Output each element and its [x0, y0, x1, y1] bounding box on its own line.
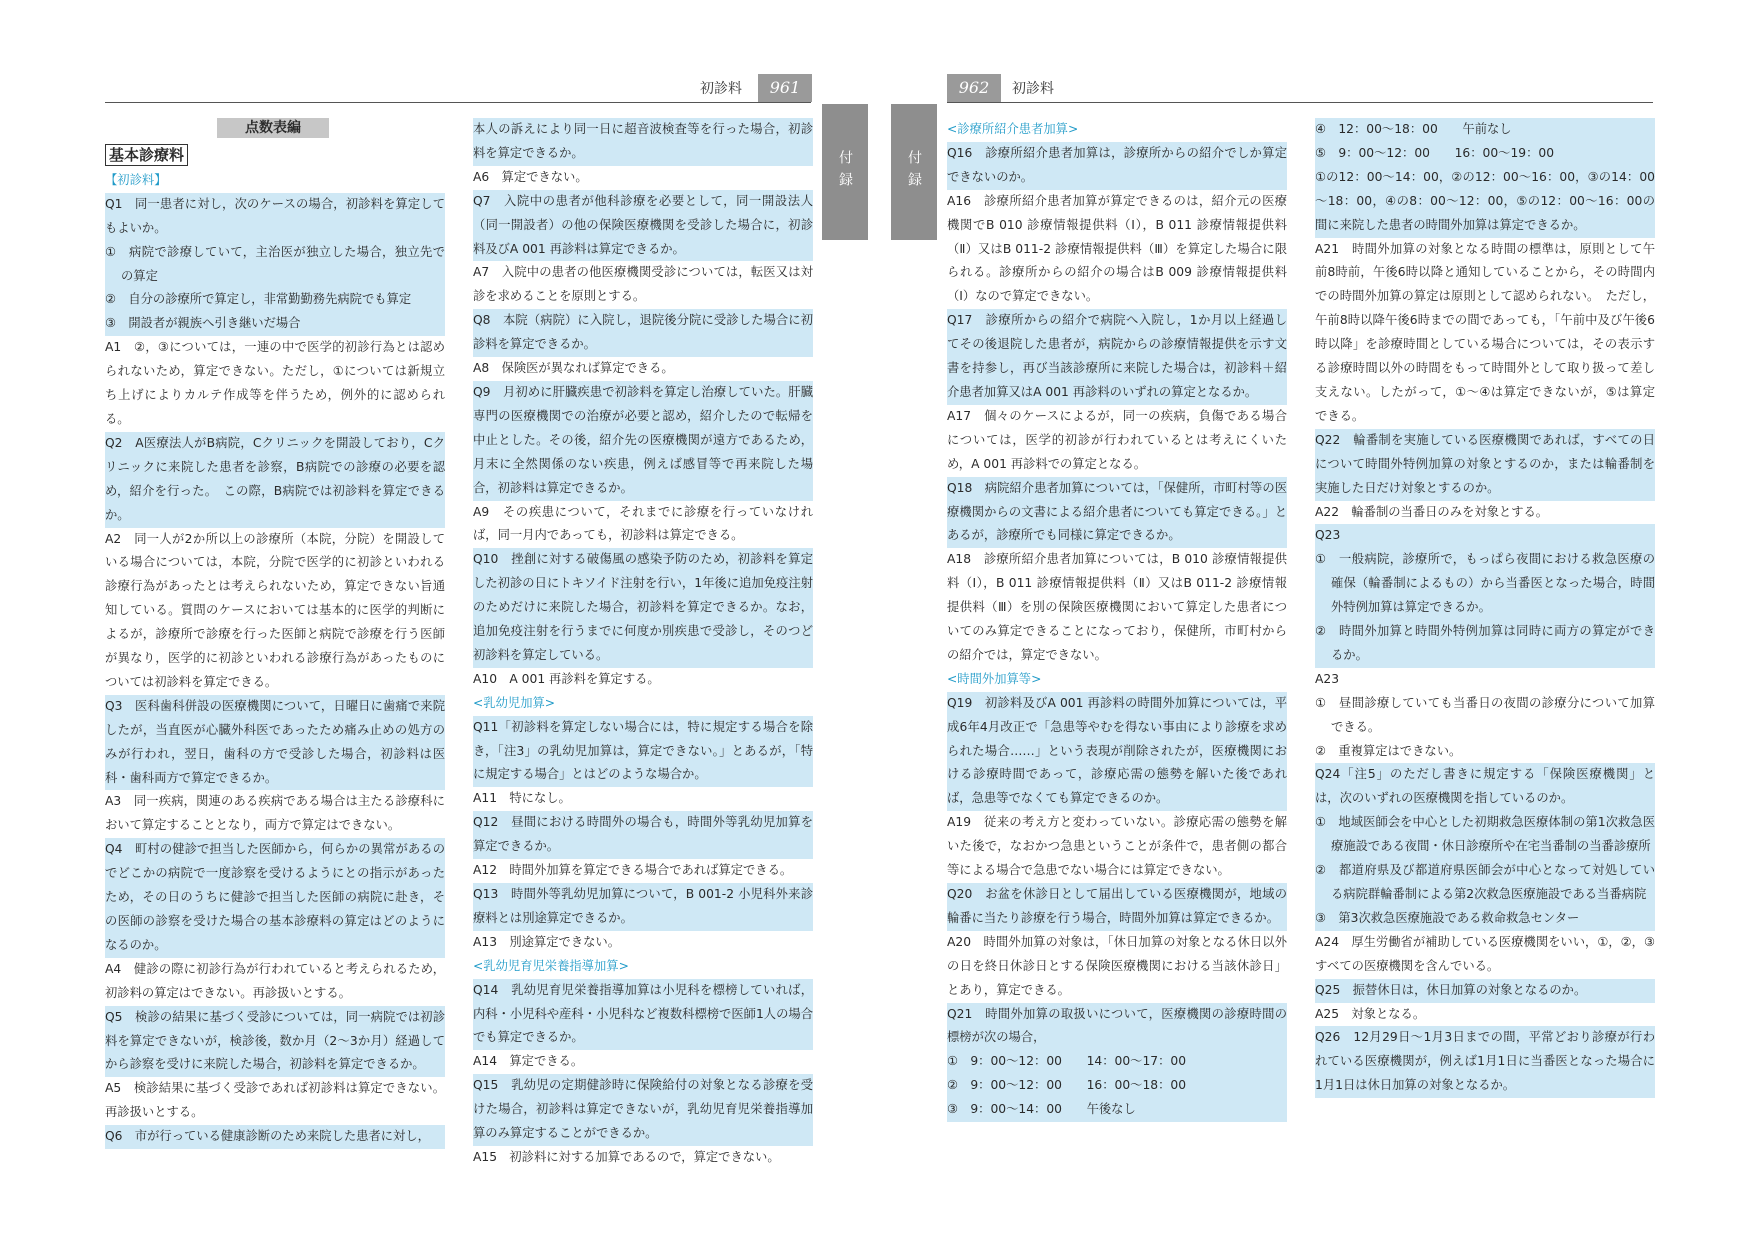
- appendix-tab: 付録: [891, 104, 937, 240]
- right-page: [877, 0, 1754, 1240]
- question-paragraph: ③ 第3次救急医療施設である救命救急センター: [1315, 907, 1655, 931]
- left-column-1: [105, 118, 445, 1149]
- question-paragraph: Q2 A医療法人がB病院，Cクリニックを開設しており，Cクリニックに来院した患者を診察，B病院での診療の必要を認め，紹介を行った。 この際，B病院では初診料を算定できるか。: [105, 432, 445, 528]
- question-paragraph: Q16 診療所紹介患者加算は，診療所からの紹介でしか算定できないのか。: [947, 142, 1287, 190]
- answer-paragraph: A24 厚生労働省が補助している医療機関をいい，①，②，③すべての医療機関を含んでいる。: [1315, 934, 1655, 973]
- question-paragraph: Q3 医科歯科併設の医療機関について，日曜日に歯痛で来院したが，当直医が心臓外科医であったため痛み止めの処方のみが行われ，翌日，歯科の方で受診した場合，初診料は医科・歯科両方で算定できるか。: [105, 695, 445, 791]
- answer-paragraph: A9 その疾患について，それまでに診療を行っていなければ，同一月内であっても，初診料は算定できる。: [473, 504, 813, 543]
- question-paragraph: Q7 入院中の患者が他科診療を必要として，同一開設法人（同一開設者）の他の保険医療機関を受診した場合に，初診料及びA 001 再診料は算定できるか。: [473, 190, 813, 262]
- question-paragraph: ⑤ 9：00～12：00 16：00～19：00: [1315, 142, 1655, 166]
- answer-paragraph: A14 算定できる。: [473, 1054, 584, 1069]
- answer-paragraph: A17 個々のケースによるが，同一の疾病，負傷である場合については，医学的初診が行われているとは考えにくいため，A 001 再診料での算定となる。: [947, 408, 1287, 471]
- left-column-2: [473, 118, 813, 1170]
- question-paragraph: ③ 9：00～14：00 午後なし: [947, 1098, 1287, 1122]
- answer-paragraph: A20 時間外加算の対象は，「休日加算の対象となる休日以外の日を終日休診日とする保険医療機関における当該休診日」とあり，算定できる。: [947, 934, 1287, 997]
- question-paragraph: Q21 時間外加算の取扱いについて，医療機関の診療時間の標榜が次の場合，: [947, 1003, 1287, 1051]
- page-number: 961: [758, 74, 812, 102]
- answer-paragraph: A21 時間外加算の対象となる時間の標準は，原則として午前8時前，午後6時以降と通知していることから，その時間内での時間外加算の算定は原則として認められない。 ただし，午前8時以降午後6時までの間であっても，「午前中及び午後6時以降」を診療時間としている場合については，その表示する診療時間以外の時間をもって時間外として取り扱って差し支えない。したがって，①～④は算定できないが，⑤は算定できる。: [1315, 241, 1655, 423]
- answer-paragraph: A25 対象となる。: [1315, 1006, 1426, 1021]
- question-paragraph: Q24「注5」のただし書きに規定する「保険医療機関」とは，次のいずれの医療機関を指しているのか。: [1315, 763, 1655, 811]
- question-paragraph: Q14 乳幼児育児栄養指導加算は小児科を標榜していれば，内科・小児科や産科・小児科など複数科標榜で医師1人の場合でも算定できるか。: [473, 979, 813, 1051]
- question-paragraph: Q18 病院紹介患者加算については，「保健所，市町村等の医療機関からの文書による紹介患者についても算定できる。」とあるが，診療所でも同様に算定できるか。: [947, 477, 1287, 549]
- question-paragraph: Q19 初診料及びA 001 再診料の時間外加算については，平成6年4月改正で「急患等やむを得ない事由により診療を求められた場合……」という表現が削除されたが，医療機関における診療時間であって，診療応需の態勢を解いた後であれば，急患等でなくても算定できるのか。: [947, 692, 1287, 812]
- question-paragraph: 本人の訴えにより同一日に超音波検査等を行った場合，初診料を算定できるか。: [473, 118, 813, 166]
- question-paragraph: Q13 時間外等乳幼児加算について，B 001-2 小児科外来診療料とは別途算定できるか。: [473, 883, 813, 931]
- answer-paragraph: A4 健診の際に初診行為が行われていると考えられるため，初診料の算定はできない。再診扱いとする。: [105, 961, 445, 1000]
- question-paragraph: Q25 振替休日は，休日加算の対象となるのか。: [1315, 979, 1655, 1003]
- question-paragraph: Q26 12月29日～1月3日までの間，平常どおり診療が行われている医療機関が，例えば1月1日に当番医となった場合に1月1日は休日加算の対象となるか。: [1315, 1026, 1655, 1098]
- right-column-1: [947, 118, 1287, 1122]
- answer-paragraph: A12 時間外加算を算定できる場合であれば算定できる。: [473, 863, 793, 878]
- answer-paragraph: A11 特になし。: [473, 791, 571, 806]
- answer-paragraph: ② 重複算定はできない。: [1315, 743, 1462, 758]
- question-paragraph: Q20 お盆を休診日として届出している医療機関が，地域の輪番に当たり診療を行う場合，時間外加算は算定できるか。: [947, 883, 1287, 931]
- answer-paragraph: A8 保険医が異なれば算定できる。: [473, 361, 674, 376]
- answer-paragraph: A16 診療所紹介患者加算が算定できるのは，紹介元の医療機関でB 010 診療情報提供料（Ⅰ），B 011 診療情報提供料（Ⅱ）又はB 011-2 診療情報提供料（Ⅲ）を算定した場合に限られる。診療所からの紹介の場合はB 009 診療情報提供料（Ⅰ）なので算定できない。: [947, 193, 1287, 304]
- answer-paragraph: A18 診療所紹介患者加算については，B 010 診療情報提供料（Ⅰ），B 011 診療情報提供料（Ⅱ）又はB 011-2 診療情報提供料（Ⅲ）を別の保険医療機関において算定した患者についてのみ算定できることになっており，保健所，市町村からの紹介では，算定できない。: [947, 552, 1287, 662]
- question-paragraph: Q10 挫創に対する破傷風の感染予防のため，初診料を算定した初診の日にトキソイド注射を行い，1年後に追加免疫注射のためだけに来院した場合，初診料を算定できるか。なお，追加免疫注射を行うまでに何度か別疾患で受診し，そのつど初診料を算定している。: [473, 548, 813, 668]
- question-paragraph: ① 地域医師会を中心とした初期救急医療体制の第1次救急医療施設である夜間・休日診療所や在宅当番制の当番診療所: [1315, 811, 1655, 859]
- question-paragraph: Q12 昼間における時間外の場合も，時間外等乳幼児加算を算定できるか。: [473, 811, 813, 859]
- subsection-heading: <乳幼児育児栄養指導加算>: [473, 958, 629, 973]
- question-paragraph: Q23: [1315, 524, 1655, 548]
- question-paragraph: Q15 乳幼児の定期健診時に保険給付の対象となる診療を受けた場合，初診料は算定できないが，乳幼児育児栄養指導加算のみ算定することができるか。: [473, 1074, 813, 1146]
- header-rule: [947, 102, 1653, 103]
- answer-paragraph: A1 ②，③については，一連の中で医学的初診行為とは認められないため，算定できない。ただし，①については新規立ち上げによりカルテ作成等を伴うため，例外的に認められる。: [105, 340, 445, 426]
- question-paragraph: Q17 診療所からの紹介で病院へ入院し，1か月以上経過してその後退院した患者が，病院からの診療情報提供を示す文書を持参し，再び当該診療所に来院した場合は，初診料＋紹介患者加算又はA 001 再診料のいずれの算定となるか。: [947, 309, 1287, 405]
- question-paragraph: ② 都道府県及び都道府県医師会が中心となって対処している病院群輪番制による第2次救急医療施設である当番病院: [1315, 859, 1655, 907]
- header-title: 初診料: [700, 81, 742, 97]
- question-paragraph: Q8 本院（病院）に入院し，退院後分院に受診した場合に初診料を算定できるか。: [473, 309, 813, 357]
- header-rule: [105, 102, 811, 103]
- answer-paragraph: A3 同一疾病，関連のある疾病である場合は主たる診療科において算定することとなり，両方で算定はできない。: [105, 794, 445, 833]
- question-paragraph: ① 一般病院，診療所で，もっぱら夜間における救急医療の確保（輪番制によるもの）から当番医となった場合，時間外特例加算は算定できるか。: [1315, 548, 1655, 620]
- subsection-heading: <時間外加算等>: [947, 671, 1042, 686]
- header-title: 初診料: [1012, 81, 1054, 97]
- answer-paragraph: A6 算定できない。: [473, 169, 588, 184]
- question-paragraph: ①の12：00～14：00，②の12：00～16：00，③の14：00～18：00，④の8：00～12：00，⑤の12：00～16：00の間に来院した患者の時間外加算は算定できるか。: [1315, 166, 1655, 238]
- answer-paragraph: A2 同一人が2か所以上の診療所（本院，分院）を開設している場合については，本院，分院で医学的に初診といわれる診療行為があったとは考えられないため，算定できない旨通知している。質問のケースにおいては基本的に医学的判断によるが，診療所で診療を行った医師と病院で診療を行う医師が異なり，医学的に初診といわれる診療行為があったものについては初診料を算定できる。: [105, 531, 445, 689]
- question-paragraph: ② 時間外加算と時間外特例加算は同時に両方の算定ができるか。: [1315, 620, 1655, 668]
- appendix-tab: 付録: [822, 104, 868, 240]
- answer-paragraph: A15 初診料に対する加算であるので，算定できない。: [473, 1149, 780, 1164]
- category-title: 基本診療料: [105, 144, 188, 166]
- question-paragraph: ② 9：00～12：00 16：00～18：00: [947, 1074, 1287, 1098]
- section-title: 点数表編: [217, 118, 329, 138]
- question-paragraph: ③ 開設者が親族へ引き継いだ場合: [105, 312, 445, 336]
- answer-paragraph: A13 別途算定できない。: [473, 934, 621, 949]
- question-paragraph: Q9 月初めに肝臓疾患で初診料を算定し治療していた。肝臓専門の医療機関での治療が必要と認め，紹介したので転帰を中止とした。その後，紹介先の医療機関が遠方であるため，月末に全然関係のない疾患，例えば感冒等で再来院した場合，初診料は算定できるか。: [473, 381, 813, 501]
- question-paragraph: Q6 市が行っている健康診断のため来院した患者に対し，: [105, 1125, 445, 1149]
- question-paragraph: Q11「初診料を算定しない場合には，特に規定する場合を除き，「注3」の乳幼児加算は，算定できない。」とあるが，「特に規定する場合」とはどのような場合か。: [473, 716, 813, 788]
- question-paragraph: ① 病院で診療していて，主治医が独立した場合，独立先での算定: [105, 241, 445, 289]
- subsection-heading: 【初診料】: [105, 172, 167, 187]
- question-paragraph: Q22 輪番制を実施している医療機関であれば，すべての日について時間外特例加算の対象とするのか，または輪番制を実施した日だけ対象とするのか。: [1315, 429, 1655, 501]
- answer-paragraph: A7 入院中の患者の他医療機関受診については，転医又は対診を求めることを原則とする。: [473, 265, 813, 304]
- answer-paragraph: A10 A 001 再診料を算定する。: [473, 671, 660, 686]
- page-number: 962: [947, 74, 1001, 102]
- subsection-heading: <診療所紹介患者加算>: [947, 122, 1079, 136]
- question-paragraph: ② 自分の診療所で算定し，非常勤勤務先病院でも算定: [105, 288, 445, 312]
- answer-paragraph: A5 検診結果に基づく受診であれば初診料は算定できない。再診扱いとする。: [105, 1081, 445, 1120]
- answer-paragraph: ① 昼間診療していても当番日の夜間の診療分について加算できる。: [1315, 695, 1655, 734]
- answer-paragraph: A19 従来の考え方と変わっていない。診療応需の態勢を解いた後で，なおかつ急患ということが条件で，患者側の都合等による場合で急患でない場合には算定できない。: [947, 815, 1287, 878]
- answer-paragraph: A23: [1315, 671, 1340, 686]
- right-column-2: [1315, 118, 1655, 1098]
- question-paragraph: Q1 同一患者に対し，次のケースの場合，初診料を算定してもよいか。: [105, 193, 445, 241]
- question-paragraph: Q4 町村の健診で担当した医師から，何らかの異常があるのでどこかの病院で一度診察を受けるようにとの指示があったため，その日のうちに健診で担当した医師の病院に赴き，その医師の診察を受けた場合の基本診療料の算定はどのようになるのか。: [105, 838, 445, 958]
- subsection-heading: <乳幼児加算>: [473, 695, 556, 710]
- question-paragraph: ④ 12：00～18：00 午前なし: [1315, 118, 1655, 142]
- answer-paragraph: A22 輪番制の当番日のみを対象とする。: [1315, 504, 1549, 519]
- question-paragraph: ① 9：00～12：00 14：00～17：00: [947, 1050, 1287, 1074]
- question-paragraph: Q5 検診の結果に基づく受診については，同一病院では初診料を算定できないが，検診後，数か月（2～3か月）経過してから診察を受けに来院した場合，初診料を算定できるか。: [105, 1006, 445, 1078]
